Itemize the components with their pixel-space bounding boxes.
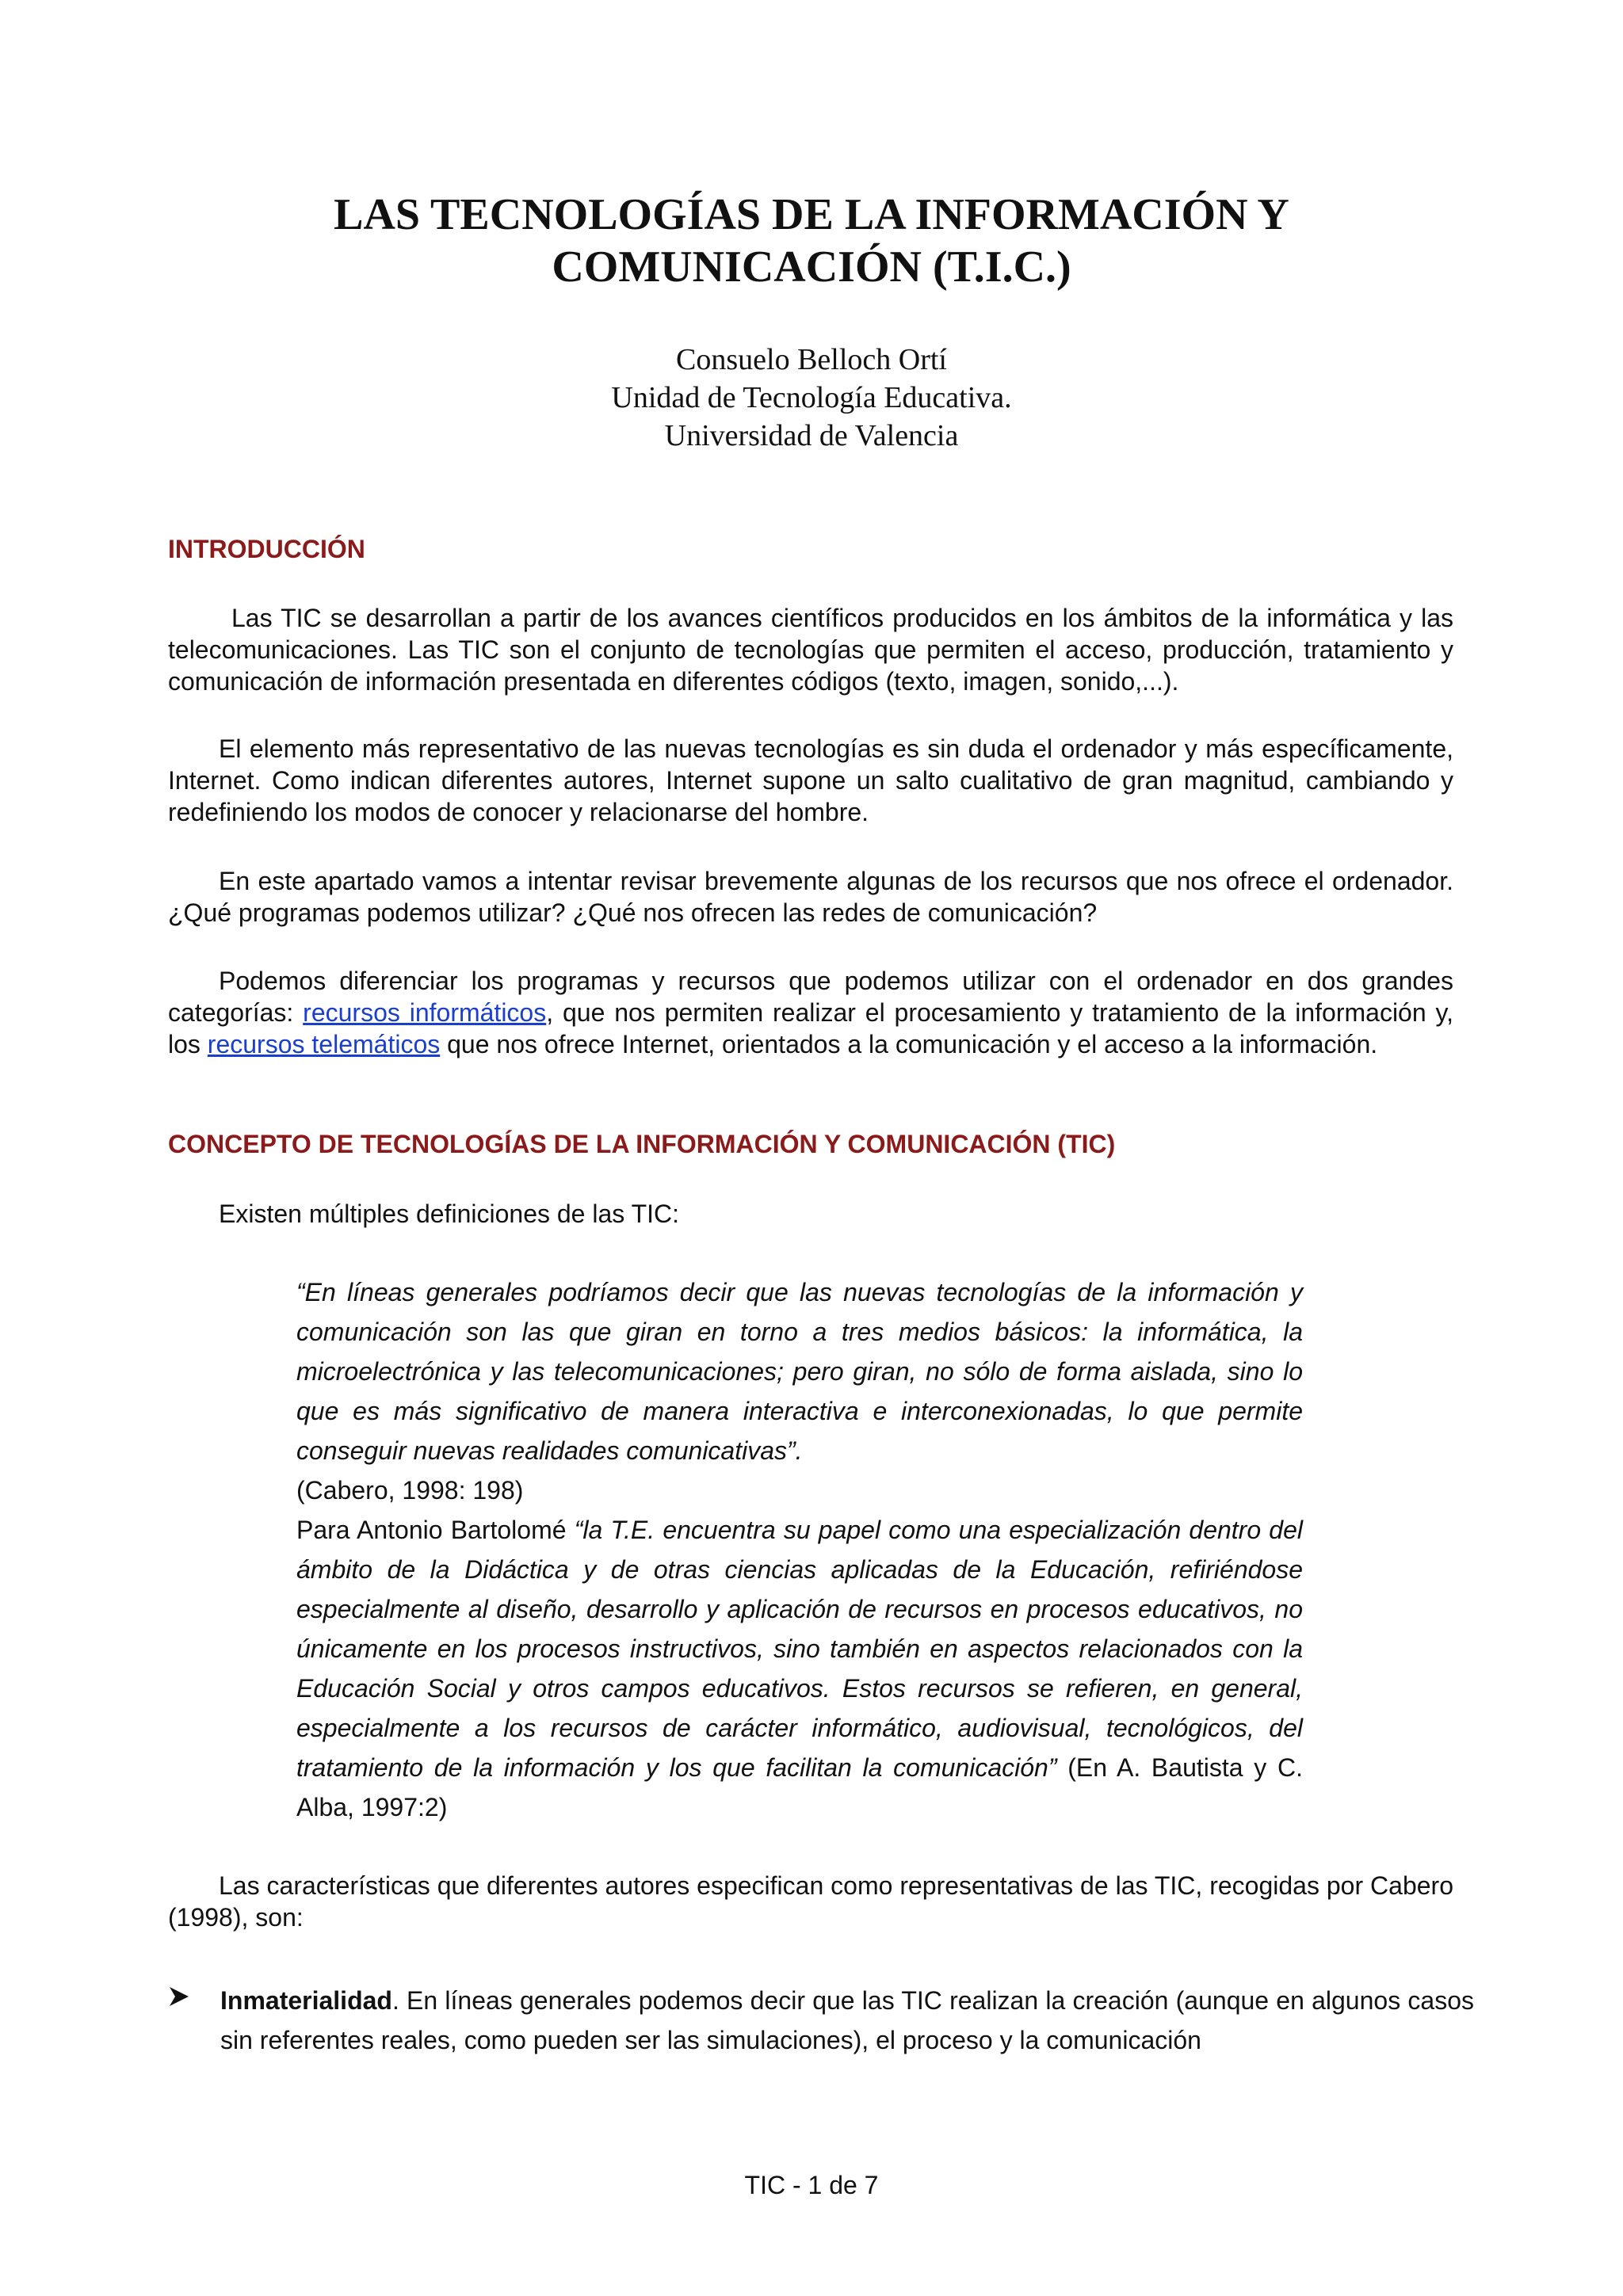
definitions-quote-block [296,1272,1303,1827]
recursos-informaticos-link[interactable]: recursos informáticos [303,998,547,1027]
intro-paragraph-2: El elemento más representativo de las nuevas tecnologías es sin duda el ordenador y más específicamente, Internet. Como indican diferentes autores, Internet supone un salto cualitativo de gran magnitud, cambiando y redefiniendo los modos de conocer y relacionarse del hombre. [168,734,1453,826]
page-footer: TIC - 1 de 7 [744,2171,879,2199]
title-line-2: COMUNICACIÓN (T.I.C.) [552,242,1071,292]
intro-paragraph-4 [168,965,1453,1060]
bullet-inmaterialidad [168,1981,1474,2060]
section-heading-concepto: CONCEPTO DE TECNOLOGÍAS DE LA INFORMACIÓN Y COMUNICACIÓN (TIC) [168,1130,1116,1158]
arrow-bullet-icon [168,1981,200,2023]
recursos-telematicos-link[interactable]: recursos telemáticos [207,1030,441,1058]
characteristics-intro: Las características que diferentes autores especifican como representativas de las TIC, recogidas por Cabero (1998), son: [168,1871,1453,1932]
quote-cabero: “En líneas generales podríamos decir que las nuevas tecnologías de la información y comunicación son las que giran en torno a tres medios básicos: la informática, la microelectrónica y las telecomunicaciones; pero giran, no sólo de forma aislada, sino lo que es más significativo de manera interactiva e interconexionadas, lo que permite conseguir nuevas realidades comunicativas”. [296,1278,1303,1465]
quote-cabero-citation: (Cabero, 1998: 198) [296,1476,524,1505]
bullet-text [220,1981,1474,2060]
definitions-intro: Existen múltiples definiciones de las TIC: [219,1199,680,1228]
p4-text-3: que nos ofrece Internet, orientados a la comunicación y el acceso a la información. [440,1030,1378,1058]
author-block [166,341,1457,455]
p4-text-1: Podemos diferenciar los programas y recursos que podemos utilizar con el ordenador en dos grandes categorías: [168,967,1453,1027]
document-title [166,189,1457,293]
p4-text-2: , que nos permiten realizar el procesamiento y tratamiento de la información y, los [168,998,1454,1058]
intro-paragraph-1: Las TIC se desarrollan a partir de los avances científicos producidos en los ámbitos de la informática y las telecomunicaciones. Las TIC son el conjunto de tecnologías que permiten el acceso, producción, tratamiento y comunicación de información presentada en diferentes códigos (texto, imagen, sonido,...). [168,604,1453,696]
author-name: Consuelo Belloch Ortí [676,343,947,376]
quote-bartolome-citation: (En A. Bautista y C. Alba, 1997:2) [296,1753,1304,1821]
quote-bartolome: “la T.E. encuentra su papel como una especialización dentro del ámbito de la Didáctica y de otras ciencias aplicadas de la Educación, refiriéndose especialmente al diseño, desarrollo y aplicación de recursos en procesos educativos, no únicamente en los procesos instructivos, sino también en aspectos relacionados con la Educación Social y otros campos educativos. Estos recursos se refieren, en general, especialmente a los recursos de carácter informático, audiovisual, tecnológicos, del tratamiento de la información y los que facilitan la comunicación” [296,1516,1304,1782]
title-line-1: LAS TECNOLOGÍAS DE LA INFORMACIÓN Y [334,190,1289,239]
author-unit: Unidad de Tecnología Educativa. [611,381,1012,414]
bullet-description: . En líneas generales podemos decir que las TIC realizan la creación (aunque en algunos casos sin referentes reales, como pueden ser las simulaciones), el proceso y la comunicación [220,1986,1474,2054]
quote-bartolome-lead: Para Antonio Bartolomé [296,1516,575,1544]
section-heading-introduccion: INTRODUCCIÓN [168,535,365,563]
author-university: Universidad de Valencia [664,419,959,452]
bullet-term: Inmaterialidad [220,1986,392,2015]
intro-paragraph-3: En este apartado vamos a intentar revisar brevemente algunas de los recursos que nos ofrece el ordenador. ¿Qué programas podemos utilizar? ¿Qué nos ofrecen las redes de comunicación? [168,867,1453,927]
